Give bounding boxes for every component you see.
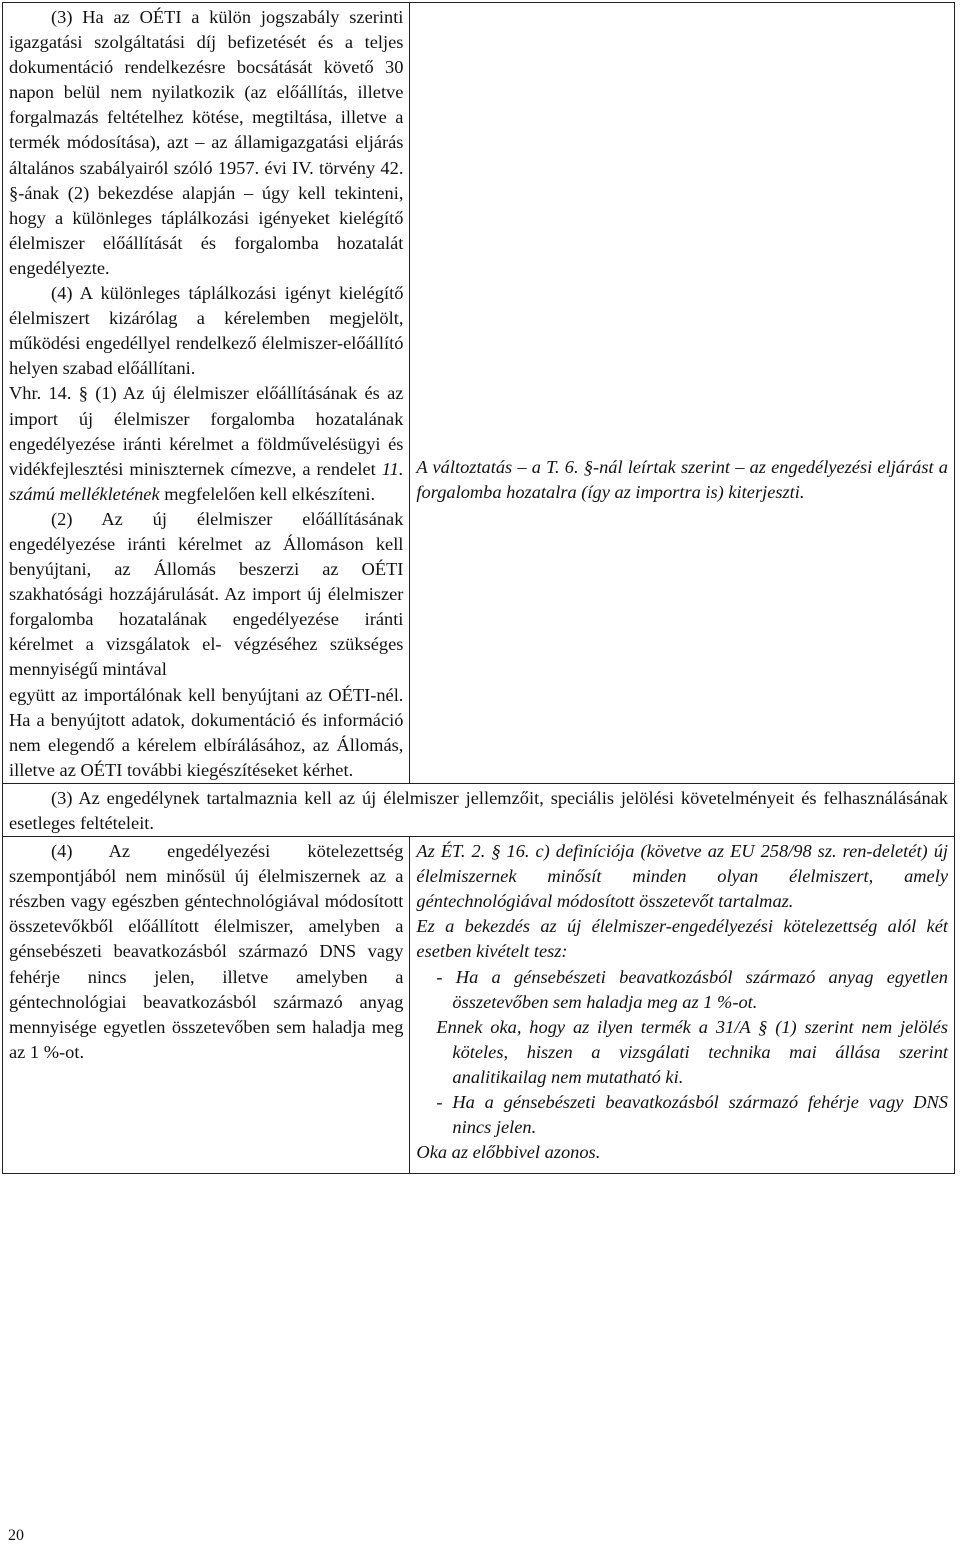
paragraph-gmo-exemption: (4) Az engedélyezési kötelezettség szempontjából nem minősül új élelmiszernek az a részben vagy egészben géntechnológiával módosított összetevőkből előállított élelmiszer, amelyben a génsebészeti beavatkozásból származó DNS vagy fehérje nincs jelen, illetve amelyben a géntechnológiai beavatkozásból származó anyag mennyisége egyetlen összetevőben sem haladja meg az 1 %-ot.: [9, 841, 404, 1062]
commentary-cell: [410, 3, 955, 784]
table-row: [3, 837, 955, 1174]
regulation-text-cell: [3, 3, 410, 784]
commentary-case-1: - Ha a génsebészeti beavatkozásból származó anyag egyetlen összetevőben sem haladja meg az 1 %-ot.: [436, 966, 948, 1012]
full-width-cell: [3, 783, 955, 836]
commentary-exemption-intro: Ez a bekezdés az új élelmiszer-engedélyezési kötelezettség alól két esetben kivételt tesz:: [416, 916, 948, 962]
paragraph-3: (3) Ha az OÉTI a külön jogszabály szerinti igazgatási szolgáltatási díj befizetését és a teljes dokumentáció rendelkezésre bocsátását követő 30 napon belül nem nyilatkozik (az előállítás, illetve forgalmazás feltételhez kötése, megtiltása, illetve a termék módosítása), azt – az államigazgatási eljárás általános szabályairól szóló 1957. évi IV. törvény 42. §-ának (2) bekezdése alapján – úgy kell tekinteni, hogy a különleges táplálkozási igényeket kielégítő élelmiszer előállítását és forgalomba hozatalát engedélyezte.: [9, 7, 404, 278]
vhr-tail-text: megfelelően kell elkészíteni.: [159, 483, 376, 504]
paragraph-4: (4) A különleges táplálkozási igényt kielégítő élelmiszert kizárólag a kérelemben megjelölt, működési engedéllyel rendelkező élelmiszer-előállító helyen szabad előállítani.: [9, 283, 404, 379]
comparison-table: [2, 2, 955, 1174]
commentary-conclusion: Oka az előbbivel azonos.: [416, 1142, 601, 1163]
commentary-definition: Az ÉT. 2. § 16. c) definíciója (követve az EU 258/98 sz. ren-deletét) új élelmiszernek minősít minden olyan élelmiszert, amely géntechnológiával módosított összetevőt tartalmaz.: [416, 841, 948, 912]
regulation-text-cell: [3, 837, 410, 1174]
commentary-case-2: - Ha a génsebészeti beavatkozásból származó fehérje vagy DNS nincs jelen.: [436, 1092, 948, 1138]
paragraph-engedely: (3) Az engedélynek tartalmaznia kell az új élelmiszer jellemzőit, speciális jelölési követelményeit és felhasználásának esetleges feltételeit.: [9, 787, 948, 833]
commentary-case-1-reason: Ennek oka, hogy az ilyen termék a 31/A § (1) szerint nem jelölés köteles, hiszen a vizsgálati technika mai állása szerint analitikailag nem mutatható ki.: [436, 1016, 948, 1087]
vhr-14-paragraph-1: [9, 381, 403, 506]
vhr-14-paragraph-2: (2) Az új élelmiszer előállításának engedélyezése iránti kérelmet az Állomáson kell benyújtani, az Állomás beszerzi az OÉTI szakhatósági hozzájárulását. Az import új élelmiszer forgalomba hozatalának engedélyezése iránti kérelmet a vizsgálatok el- végzéséhez szükséges mennyiségű mintával: [9, 508, 404, 680]
spacer: [416, 5, 948, 455]
vhr-intro-text: Vhr. 14. § (1) Az új élelmiszer előállításának és az import új élelmiszer forgalomba hozatalának engedélyezése iránti kérelmet a földművelésügyi és vidékfejlesztési miniszternek címezve, a rendelet: [9, 383, 404, 479]
commentary-text: A változtatás – a T. 6. §-nál leírtak szerint – az engedélyezési eljárást a forgalomba hozatalra (így az importra is) kiterjeszti.: [416, 457, 948, 503]
page-number: 20: [8, 1527, 24, 1544]
table-row: [3, 3, 955, 784]
annex-reference: 11. számú mellékletének: [9, 458, 404, 504]
commentary-cell: [410, 837, 955, 1174]
vhr-14-paragraph-2-continued: együtt az importálónak kell benyújtani az OÉTI-nél. Ha a benyújtott adatok, dokumentáció és információ nem elegendő a kérelem elbírálásához, az Állomás, illetve az OÉTI további kiegészítéseket kérhet.: [9, 684, 404, 780]
table-row: [3, 783, 955, 836]
